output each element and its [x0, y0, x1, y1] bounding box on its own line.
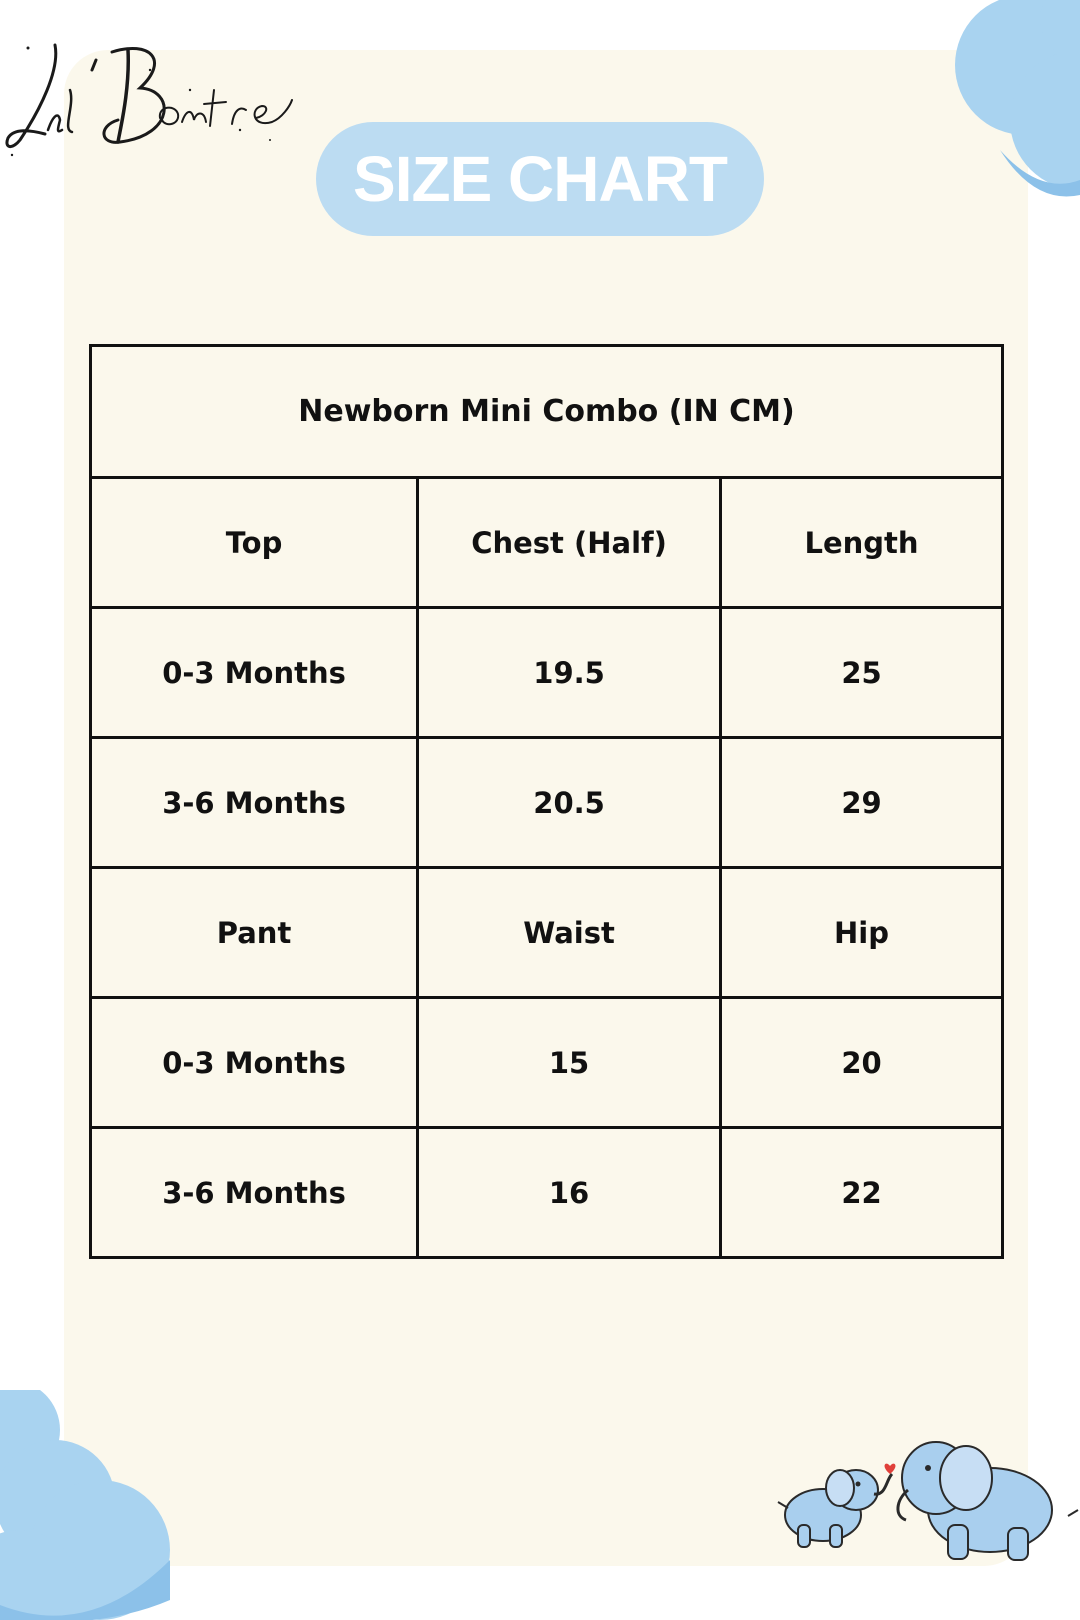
table-cell: 0-3 Months — [91, 998, 418, 1128]
table-header-cell: Waist — [418, 868, 721, 998]
brand-logo — [0, 30, 310, 160]
table-caption-row — [91, 346, 1003, 478]
table-cell: 3-6 Months — [91, 738, 418, 868]
table-header-row — [91, 478, 1003, 608]
heart-icon — [885, 1464, 896, 1474]
cloud-icon — [0, 1390, 180, 1620]
table-cell: 3-6 Months — [91, 1128, 418, 1258]
table-header-cell: Hip — [721, 868, 1003, 998]
table-cell: 15 — [418, 998, 721, 1128]
table-row — [91, 1128, 1003, 1258]
table-header-row — [91, 868, 1003, 998]
table-cell: 20 — [721, 998, 1003, 1128]
size-table — [89, 344, 1004, 1259]
table-row — [91, 608, 1003, 738]
table-header-cell: Pant — [91, 868, 418, 998]
elephant-icon — [768, 1420, 1080, 1570]
table-cell: 22 — [721, 1128, 1003, 1258]
table-header-cell: Length — [721, 478, 1003, 608]
table-cell: 16 — [418, 1128, 721, 1258]
table-row — [91, 738, 1003, 868]
title-banner — [316, 122, 764, 236]
table-cell: 20.5 — [418, 738, 721, 868]
cloud-icon — [930, 0, 1080, 200]
table-cell: 0-3 Months — [91, 608, 418, 738]
table-header-cell: Top — [91, 478, 418, 608]
table-header-cell: Chest (Half) — [418, 478, 721, 608]
table-cell: 29 — [721, 738, 1003, 868]
table-caption: Newborn Mini Combo (IN CM) — [91, 346, 1003, 478]
table-row — [91, 998, 1003, 1128]
table-cell: 19.5 — [418, 608, 721, 738]
page-title: SIZE CHART — [353, 143, 727, 215]
table-cell: 25 — [721, 608, 1003, 738]
